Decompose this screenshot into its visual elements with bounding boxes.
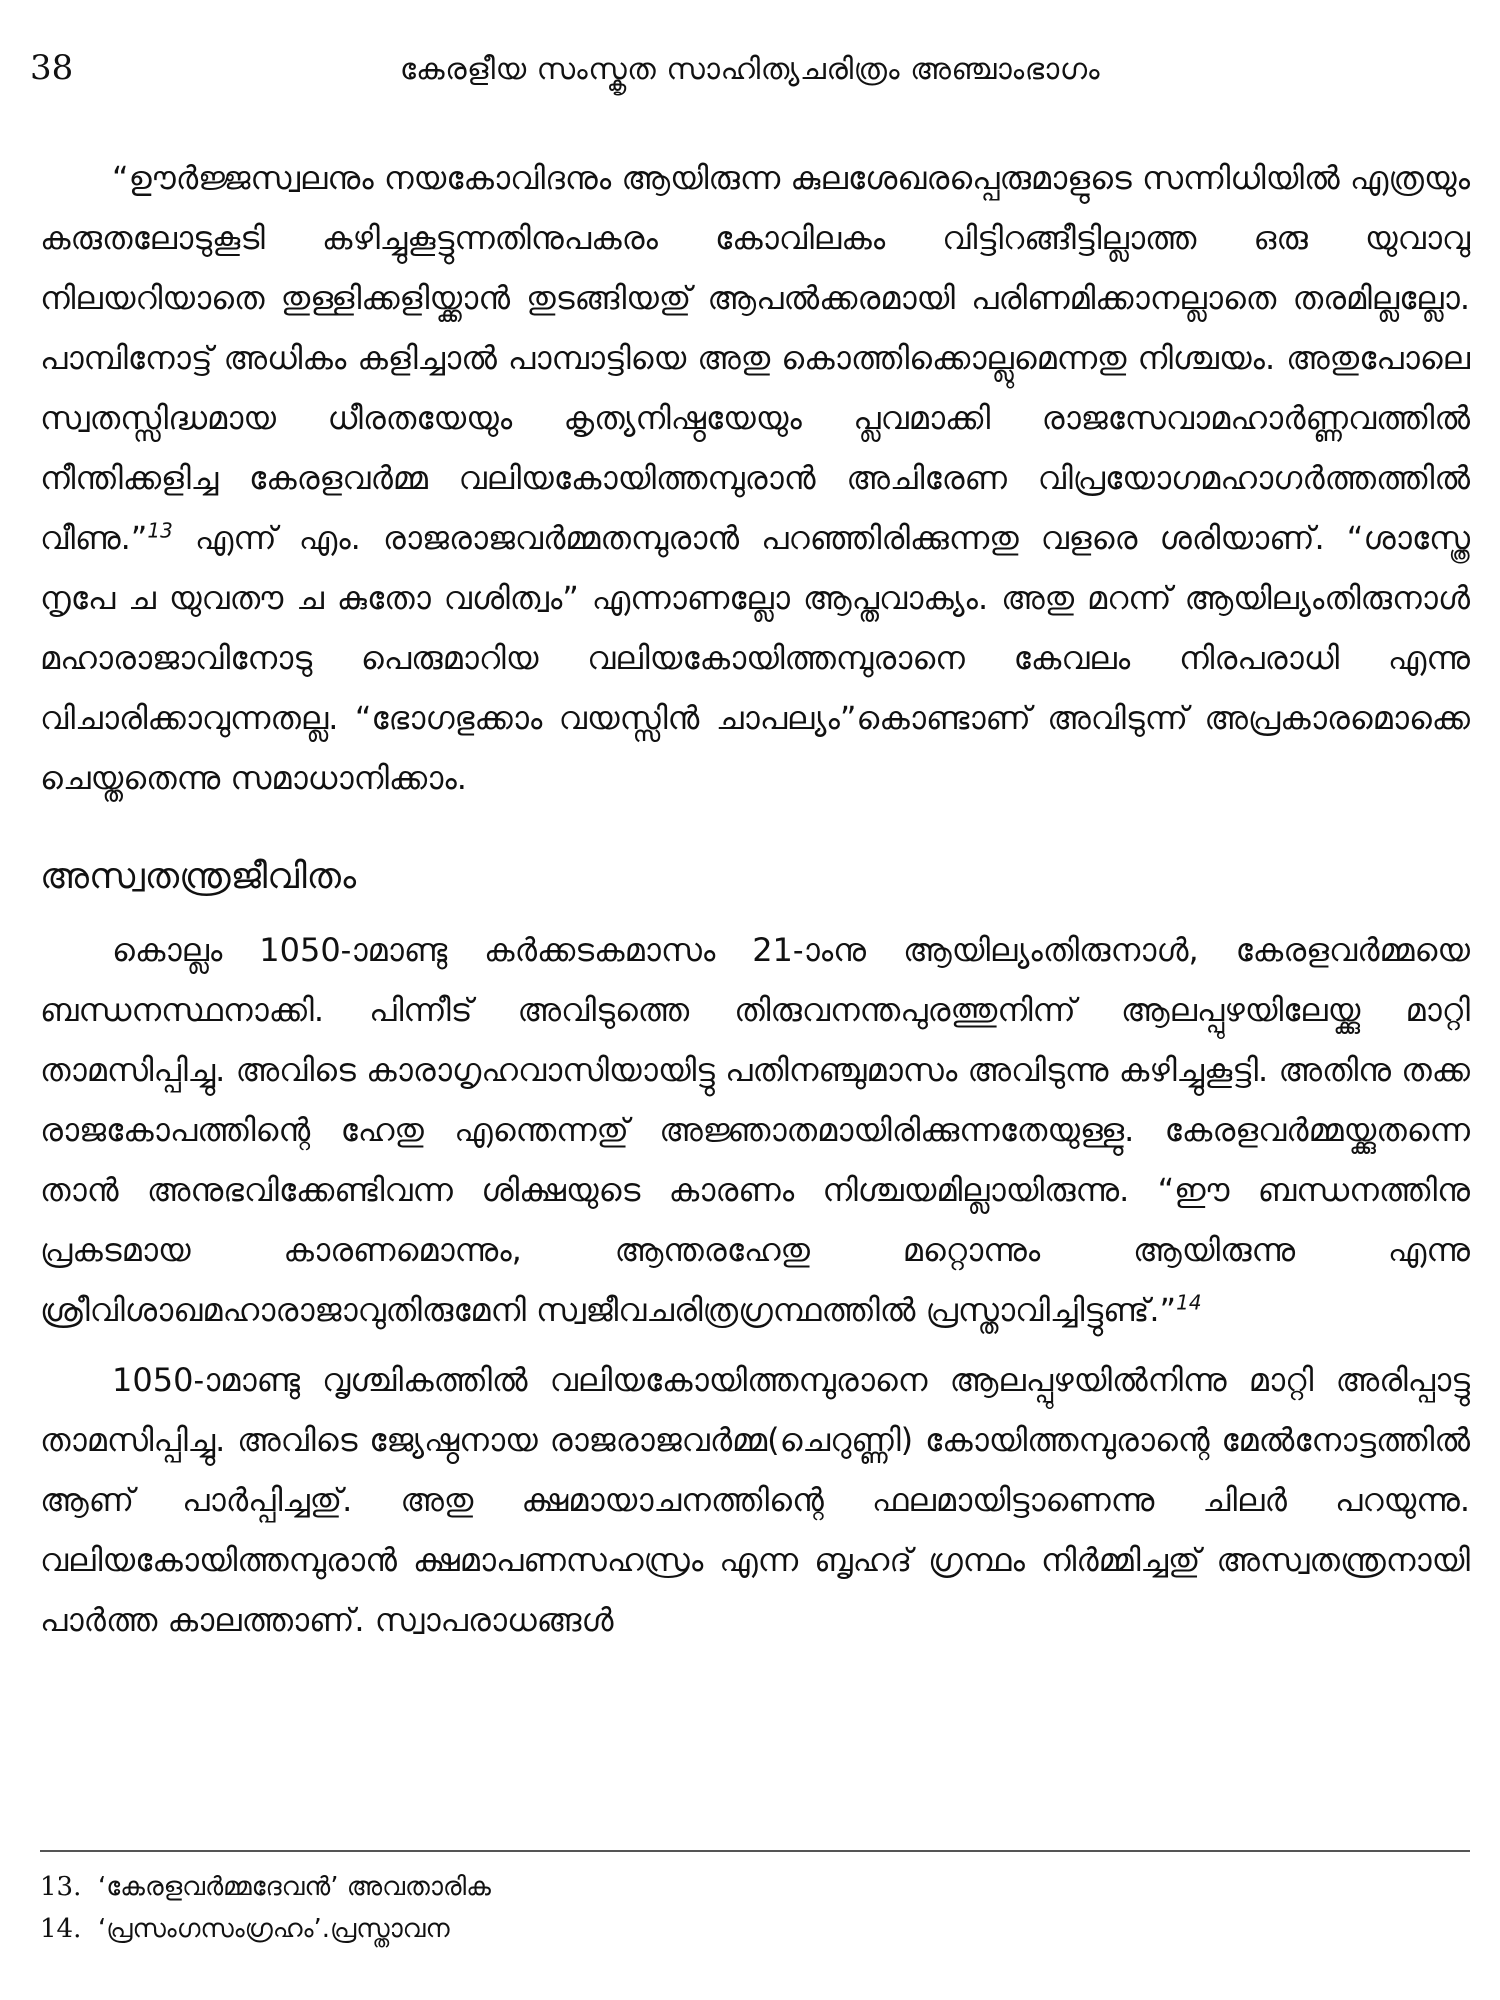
footnote-14 [40, 1908, 1470, 1950]
footnote-number: 13. [40, 1872, 82, 1902]
page-number: 38 [30, 48, 74, 88]
footnote-divider [40, 1850, 1470, 1852]
running-title: കേരളീയ സംസ്കൃത സാഹിത്യചരിത്രം അഞ്ചാംഭാഗം [399, 52, 1101, 87]
page-header [30, 48, 1470, 108]
footnote-text: ‘പ്രസംഗസംഗ്രഹം’.പ്രസ്താവന [98, 1914, 450, 1944]
footnote-ref-13: 13 [147, 518, 173, 543]
section-heading: അസ്വതന്ത്രജീവിതം [40, 856, 357, 897]
footnotes [40, 1866, 1470, 1950]
paragraph-1-continuation: എന്ന് എം. രാജരാജവർമ്മതമ്പുരാൻ പറഞ്ഞിരിക്കുന്നതു വളരെ ശരിയാണ്. “ശാസ്ത്രേ നൃപേ ച യുവതൗ ച കുതോ വശിത്വം” എന്നാണല്ലോ ആപ്തവാക്യം. അതു മറന്ന് ആയില്യംതിരുനാൾ മഹാരാജാവിനോടു പെരുമാറിയ വലിയകോയിത്തമ്പുരാനെ കേവലം നിരപരാധി എന്നു വിചാരിക്കാവുന്നതല്ല. “ഭോഗഭുക്കാം വയസ്സിൻ ചാപല്യം”കൊണ്ടാണ് അവിടുന്ന് അപ്രകാരമൊക്കെ ചെയ്തതെന്നു സമാധാനിക്കാം. [40, 519, 1470, 797]
paragraph-1-quote: “ഊർജ്ജസ്വലനും നയകോവിദനും ആയിരുന്ന കുലശേഖരപ്പെരുമാളുടെ സന്നിധിയിൽ എത്രയും കരുതലോടുകൂടി കഴിച്ചുകൂട്ടുന്നതിനുപകരം കോവിലകം വിട്ടിറങ്ങീട്ടില്ലാത്ത ഒരു യുവാവു നിലയറിയാതെ തുള്ളിക്കളിയ്ക്കാൻ തുടങ്ങിയതു് ആപൽക്കരമായി പരിണമിക്കാനല്ലാതെ തരമില്ലല്ലോ. പാമ്പിനോട്ട് അധികം കളിച്ചാൽ പാമ്പാട്ടിയെ അതു കൊത്തിക്കൊല്ലുമെന്നതു നിശ്ചയം. അതുപോലെ സ്വതസ്സിദ്ധമായ ധീരതയേയും കൃത്യനിഷ്ഠയേയും പ്ലവമാക്കി രാജസേവാമഹാർണ്ണവത്തിൽ നീന്തിക്കളിച്ച കേരളവർമ്മ വലിയകോയിത്തമ്പുരാൻ അചിരേണ വിപ്രയോഗമഹാഗർത്തത്തിൽ വീണു.” [40, 159, 1470, 557]
paragraph-3: 1050-ാമാണ്ടു വൃശ്ചികത്തിൽ വലിയകോയിത്തമ്പുരാനെ ആലപ്പുഴയിൽനിന്നു മാറ്റി അരിപ്പാട്ടു താമസിപ്പിച്ചു. അവിടെ ജ്യേഷ്ഠനായ രാജരാജവർമ്മ(ചെറുണ്ണി) കോയിത്തമ്പുരാന്റെ മേൽനോട്ടത്തിൽ ആണ് പാർപ്പിച്ചതു്. അതു ക്ഷമായാചനത്തിന്റെ ഫലമായിട്ടാണെന്നു ചിലർ പറയുന്നു. വലിയകോയിത്തമ്പുരാൻ ക്ഷമാപണസഹസ്രം എന്ന ബൃഹദ് ഗ്രന്ഥം നിർമ്മിച്ചതു് അസ്വതന്ത്രനായി പാർത്ത കാലത്താണ്. സ്വാപരാധങ്ങൾ [40, 1361, 1470, 1639]
paragraph-1 [40, 148, 1470, 808]
footnote-ref-14: 14 [1176, 1290, 1202, 1315]
paragraph-2 [40, 920, 1470, 1340]
body-text [40, 148, 1470, 1650]
paragraph-2-text: കൊല്ലം 1050-ാമാണ്ടു കർക്കടകമാസം 21-ാംനു ആയില്യംതിരുനാൾ, കേരളവർമ്മയെ ബന്ധനസ്ഥനാക്കി. പിന്നീട് അവിടുത്തെ തിരുവനന്തപുരത്തുനിന്ന് ആലപ്പുഴയിലേയ്ക്കു മാറ്റി താമസിപ്പിച്ചു. അവിടെ കാരാഗൃഹവാസിയായിട്ടു പതിനഞ്ചുമാസം അവിടുന്നു കഴിച്ചുകൂട്ടി. അതിനു തക്ക രാജകോപത്തിന്റെ ഹേതു എന്തെന്നതു് അജ്ഞാതമായിരിക്കുന്നതേയുള്ളു. കേരളവർമ്മയ്ക്കുതന്നെ താൻ അനുഭവിക്കേണ്ടിവന്ന ശിക്ഷയുടെ കാരണം നിശ്ചയമില്ലായിരുന്നു. “ഈ ബന്ധനത്തിനു പ്രകടമായ കാരണമൊന്നും, ആന്തരഹേതു മറ്റൊന്നും ആയിരുന്നു എന്നു ശ്രീവിശാഖമഹാരാജാവുതിരുമേനി സ്വജീവചരിത്രഗ്രന്ഥത്തിൽ പ്രസ്താവിച്ചിട്ടുണ്ട്.” [40, 931, 1470, 1329]
footnote-13 [40, 1866, 1470, 1908]
footnote-number: 14. [40, 1914, 82, 1944]
footnote-text: ‘കേരളവർമ്മദേവൻ’ അവതാരിക [98, 1872, 491, 1902]
